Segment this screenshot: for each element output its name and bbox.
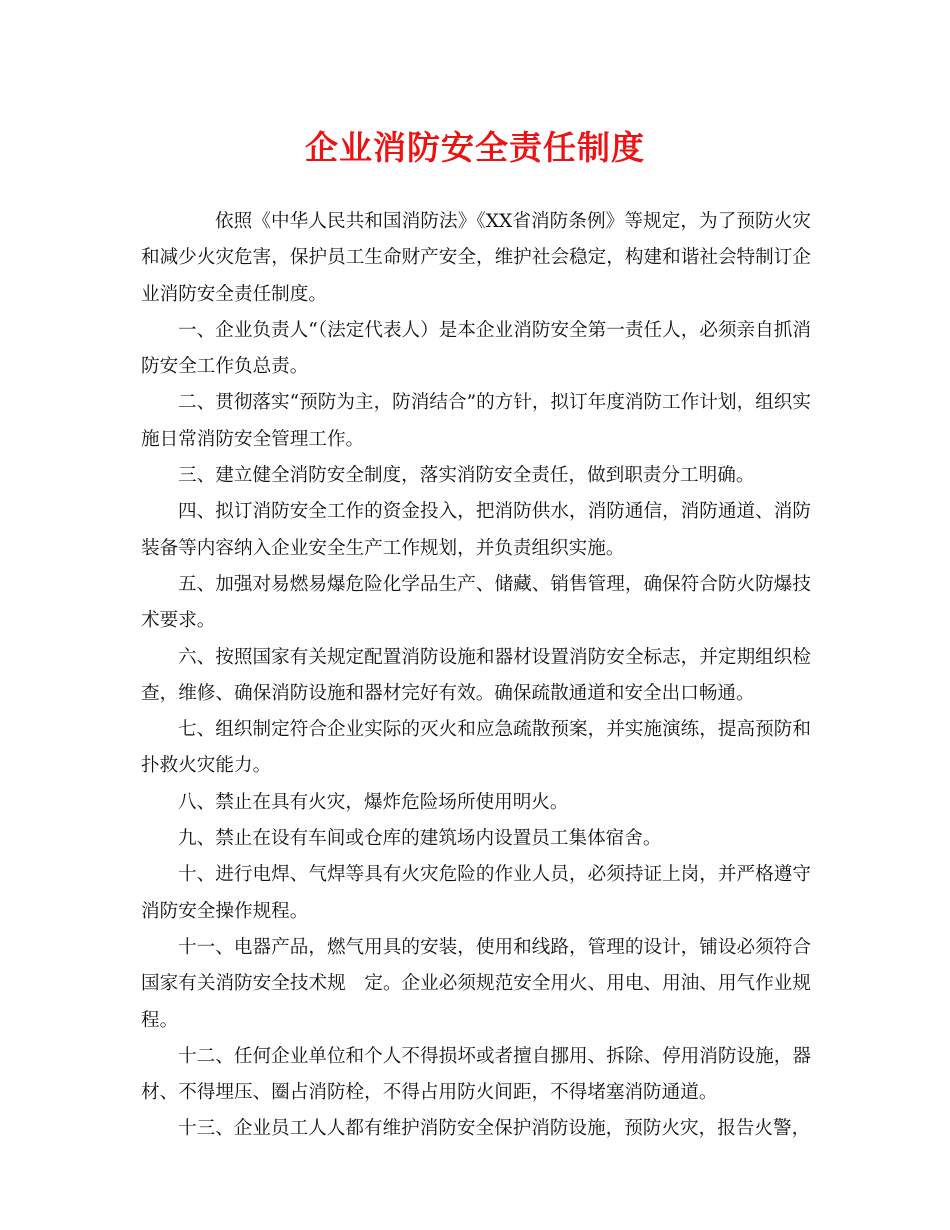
paragraph-clause-12: 十二、任何企业单位和个人不得损坏或者擅自挪用、拆除、停用消防设施，器材、不得埋压、圈占消防栓，不得占用防火间距，不得堵塞消防通道。 [141,1045,811,1104]
document-body [141,204,811,1148]
paragraph-clause-13: 十三、企业员工人人都有维护消防安全保护消防设施，预防火灾，报告火警， [178,1118,811,1140]
document-title: 企业消防安全责任制度 [305,128,645,167]
paragraph-clause-11: 十一、电器产品，燃气用具的安装，使用和线路，管理的设计，铺设必须符合国家有关消防安全技术规 定。企业必须规范安全用火、用电、用油、用气作业规程。 [141,936,811,1031]
paragraph-clause-9: 九、禁止在设有车间或仓库的建筑场内设置员工集体宿舍。 [178,828,662,850]
paragraph-clause-4: 四、拟订消防安全工作的资金投入，把消防供水，消防通信，消防通道、消防装备等内容纳入企业安全生产工作规划，并负责组织实施。 [141,501,811,559]
paragraph-clause-1: 一、企业负责人“（法定代表人）是本企业消防安全第一责任人，必须亲自抓消防安全工作负总责。 [141,319,811,378]
paragraph-clause-5: 五、加强对易燃易爆危险化学品生产、储藏、销售管理，确保符合防火防爆技术要求。 [141,573,811,632]
paragraph-clause-2: 二、贯彻落实“预防为主，防消结合”的方针，拟订年度消防工作计划，组织实施日常消防安全管理工作。 [141,392,811,450]
paragraph-clause-3: 三、建立健全消防安全制度，落实消防安全责任，做到职责分工明确。 [178,465,755,487]
paragraph-clause-10: 十、进行电焊、气焊等具有火灾危险的作业人员，必须持证上岗，并严格遵守消防安全操作规程。 [141,864,811,922]
paragraph-clause-8: 八、禁止在具有火灾，爆炸危险场所使用明火。 [178,791,569,813]
paragraph-clause-6: 六、按照国家有关规定配置消防设施和器材设置消防安全标志，并定期组织检查，维修、确保消防设施和器材完好有效。确保疏散通道和安全出口畅通。 [141,646,811,704]
paragraph-preamble: 依照《中华人民共和国消防法》《XX省消防条例》等规定，为了预防火灾和减少火灾危害，保护员工生命财产安全，维护社会稳定，构建和谐社会特制订企业消防安全责任制度。 [141,211,811,305]
paragraph-clause-7: 七、组织制定符合企业实际的灭火和应急疏散预案，并实施演练，提高预防和扑救火灾能力。 [141,719,811,777]
